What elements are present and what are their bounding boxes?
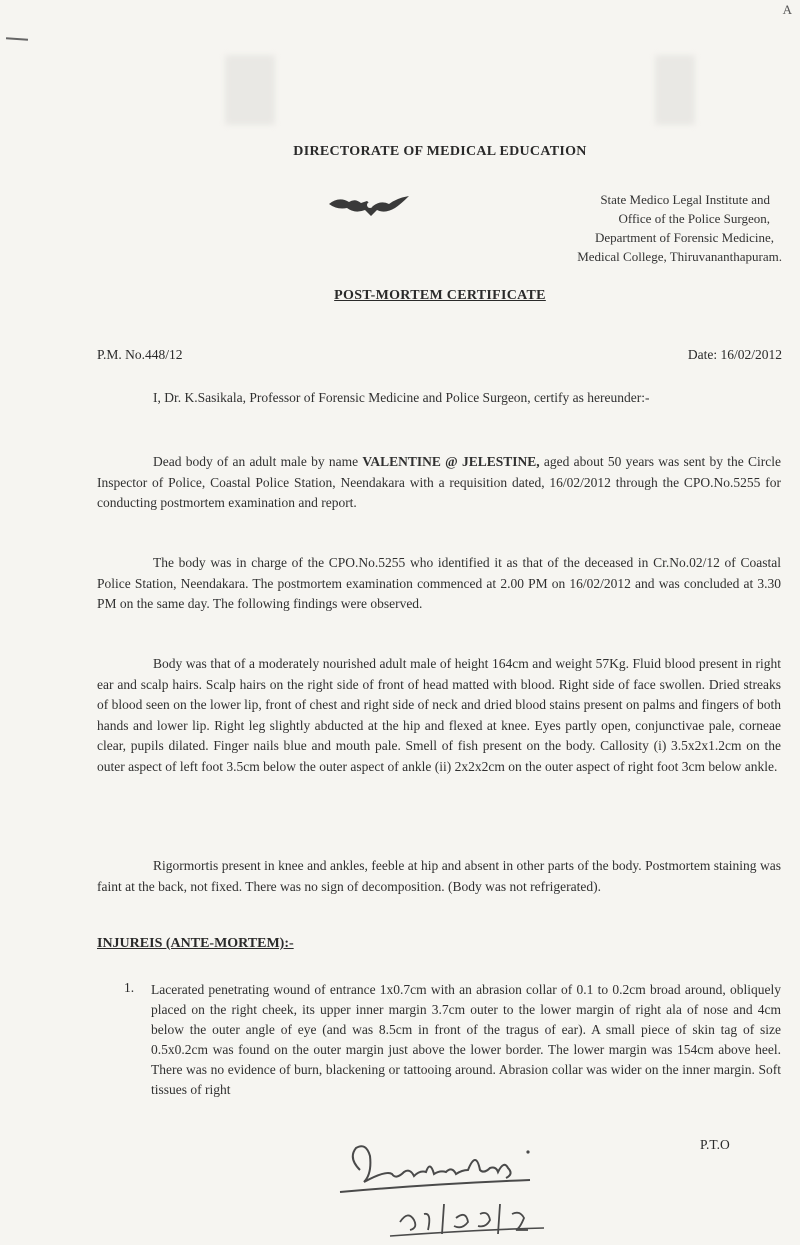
injuries-heading: INJUREIS (ANTE-MORTEM):-: [97, 936, 294, 951]
address-line: Medical College, Thiruvananthapuram.: [577, 249, 782, 264]
institute-address: [577, 190, 782, 266]
address-line: Office of the Police Surgeon,: [618, 211, 770, 226]
pm-number: P.M. No.448/12: [97, 347, 183, 362]
paragraph-text: Dead body of an adult male by name: [153, 454, 363, 469]
handwritten-signature: [330, 1130, 590, 1240]
directorate-heading: DIRECTORATE OF MEDICAL EDUCATION: [293, 144, 587, 159]
scan-smudge: [655, 55, 695, 125]
address-line: Department of Forensic Medicine,: [594, 230, 774, 245]
margin-dash: [6, 37, 28, 41]
certificate-title: POST-MORTEM CERTIFICATE: [334, 288, 546, 303]
address-line: State Medico Legal Institute and: [600, 192, 770, 207]
findings-paragraph: Body was that of a moderately nourished adult male of height 164cm and weight 57Kg. Fluid blood present in right ear and scalp hairs. Scalp hairs on the right side of front of head matted with blood. Right side of face swollen. Dried streaks of blood seen on the lower lip, front of chest and right side of neck and dried blood stains present on palms and fingers of both hands and lower lip. Right leg slightly abducted at the hip and flexed at knee. Eyes partly open, conjunctivae pale, corneae clear, pupils dilated. Finger nails blue and mouth pale. Smell of fish present on the body. Callosity (i) 3.5x2x1.2cm on the outer aspect of left foot 3.5cm below the outer aspect of ankle (ii) 2x2x2cm on the outer aspect of right foot 3cm below ankle.: [97, 656, 781, 774]
paragraph-text: aged about 50 years was sent by the Circle Inspector of Police, Coastal Police Station, Neendakara with a requisition dated, 16/02/2012 through the CPO.No.5255 for conducting postmortem examination and report.: [97, 454, 781, 510]
deceased-paragraph: [97, 452, 781, 514]
deceased-name: VALENTINE @ JELESTINE,: [362, 454, 540, 469]
certification-paragraph: I, Dr. K.Sasikala, Professor of Forensic Medicine and Police Surgeon, certify as hereunder:-: [153, 390, 650, 405]
state-emblem-icon: [325, 190, 415, 220]
scan-smudge: [225, 55, 275, 125]
injury-number: 1.: [124, 980, 135, 995]
certificate-date: Date: 16/02/2012: [687, 347, 782, 362]
injury-description: Lacerated penetrating wound of entrance 1x0.7cm with an abrasion collar of 0.1 to 0.2cm broad around, obliquely placed on the right cheek, its upper inner margin 3.7cm outer to the lower margin of right ala of nose and 4cm below the outer angle of eye (and was 8.5cm in front of the tragus of ear). A small piece of skin tag of size 0.5x0.2cm was found on the outer margin just above the lower border. The lower margin was 154cm above heel. There was no evidence of burn, blackening or tattooing around. Abrasion collar was wider on the inner margin. Soft tissues of right: [151, 982, 781, 1097]
custody-paragraph: The body was in charge of the CPO.No.5255 who identified it as that of the deceased in Cr.No.02/12 of Coastal Police Station, Neendakara. The postmortem examination commenced at 2.00 PM on 16/02/2012 and was concluded at 3.30 PM on the same day. The following findings were observed.: [97, 555, 781, 611]
rigor-paragraph: Rigormortis present in knee and ankles, feeble at hip and absent in other parts of the body. Postmortem staining was faint at the back, not fixed. There was no sign of decomposition. (Body was not refrigerated).: [97, 858, 781, 894]
pto-label: P.T.O: [700, 1137, 730, 1152]
corner-mark: A: [782, 2, 792, 17]
